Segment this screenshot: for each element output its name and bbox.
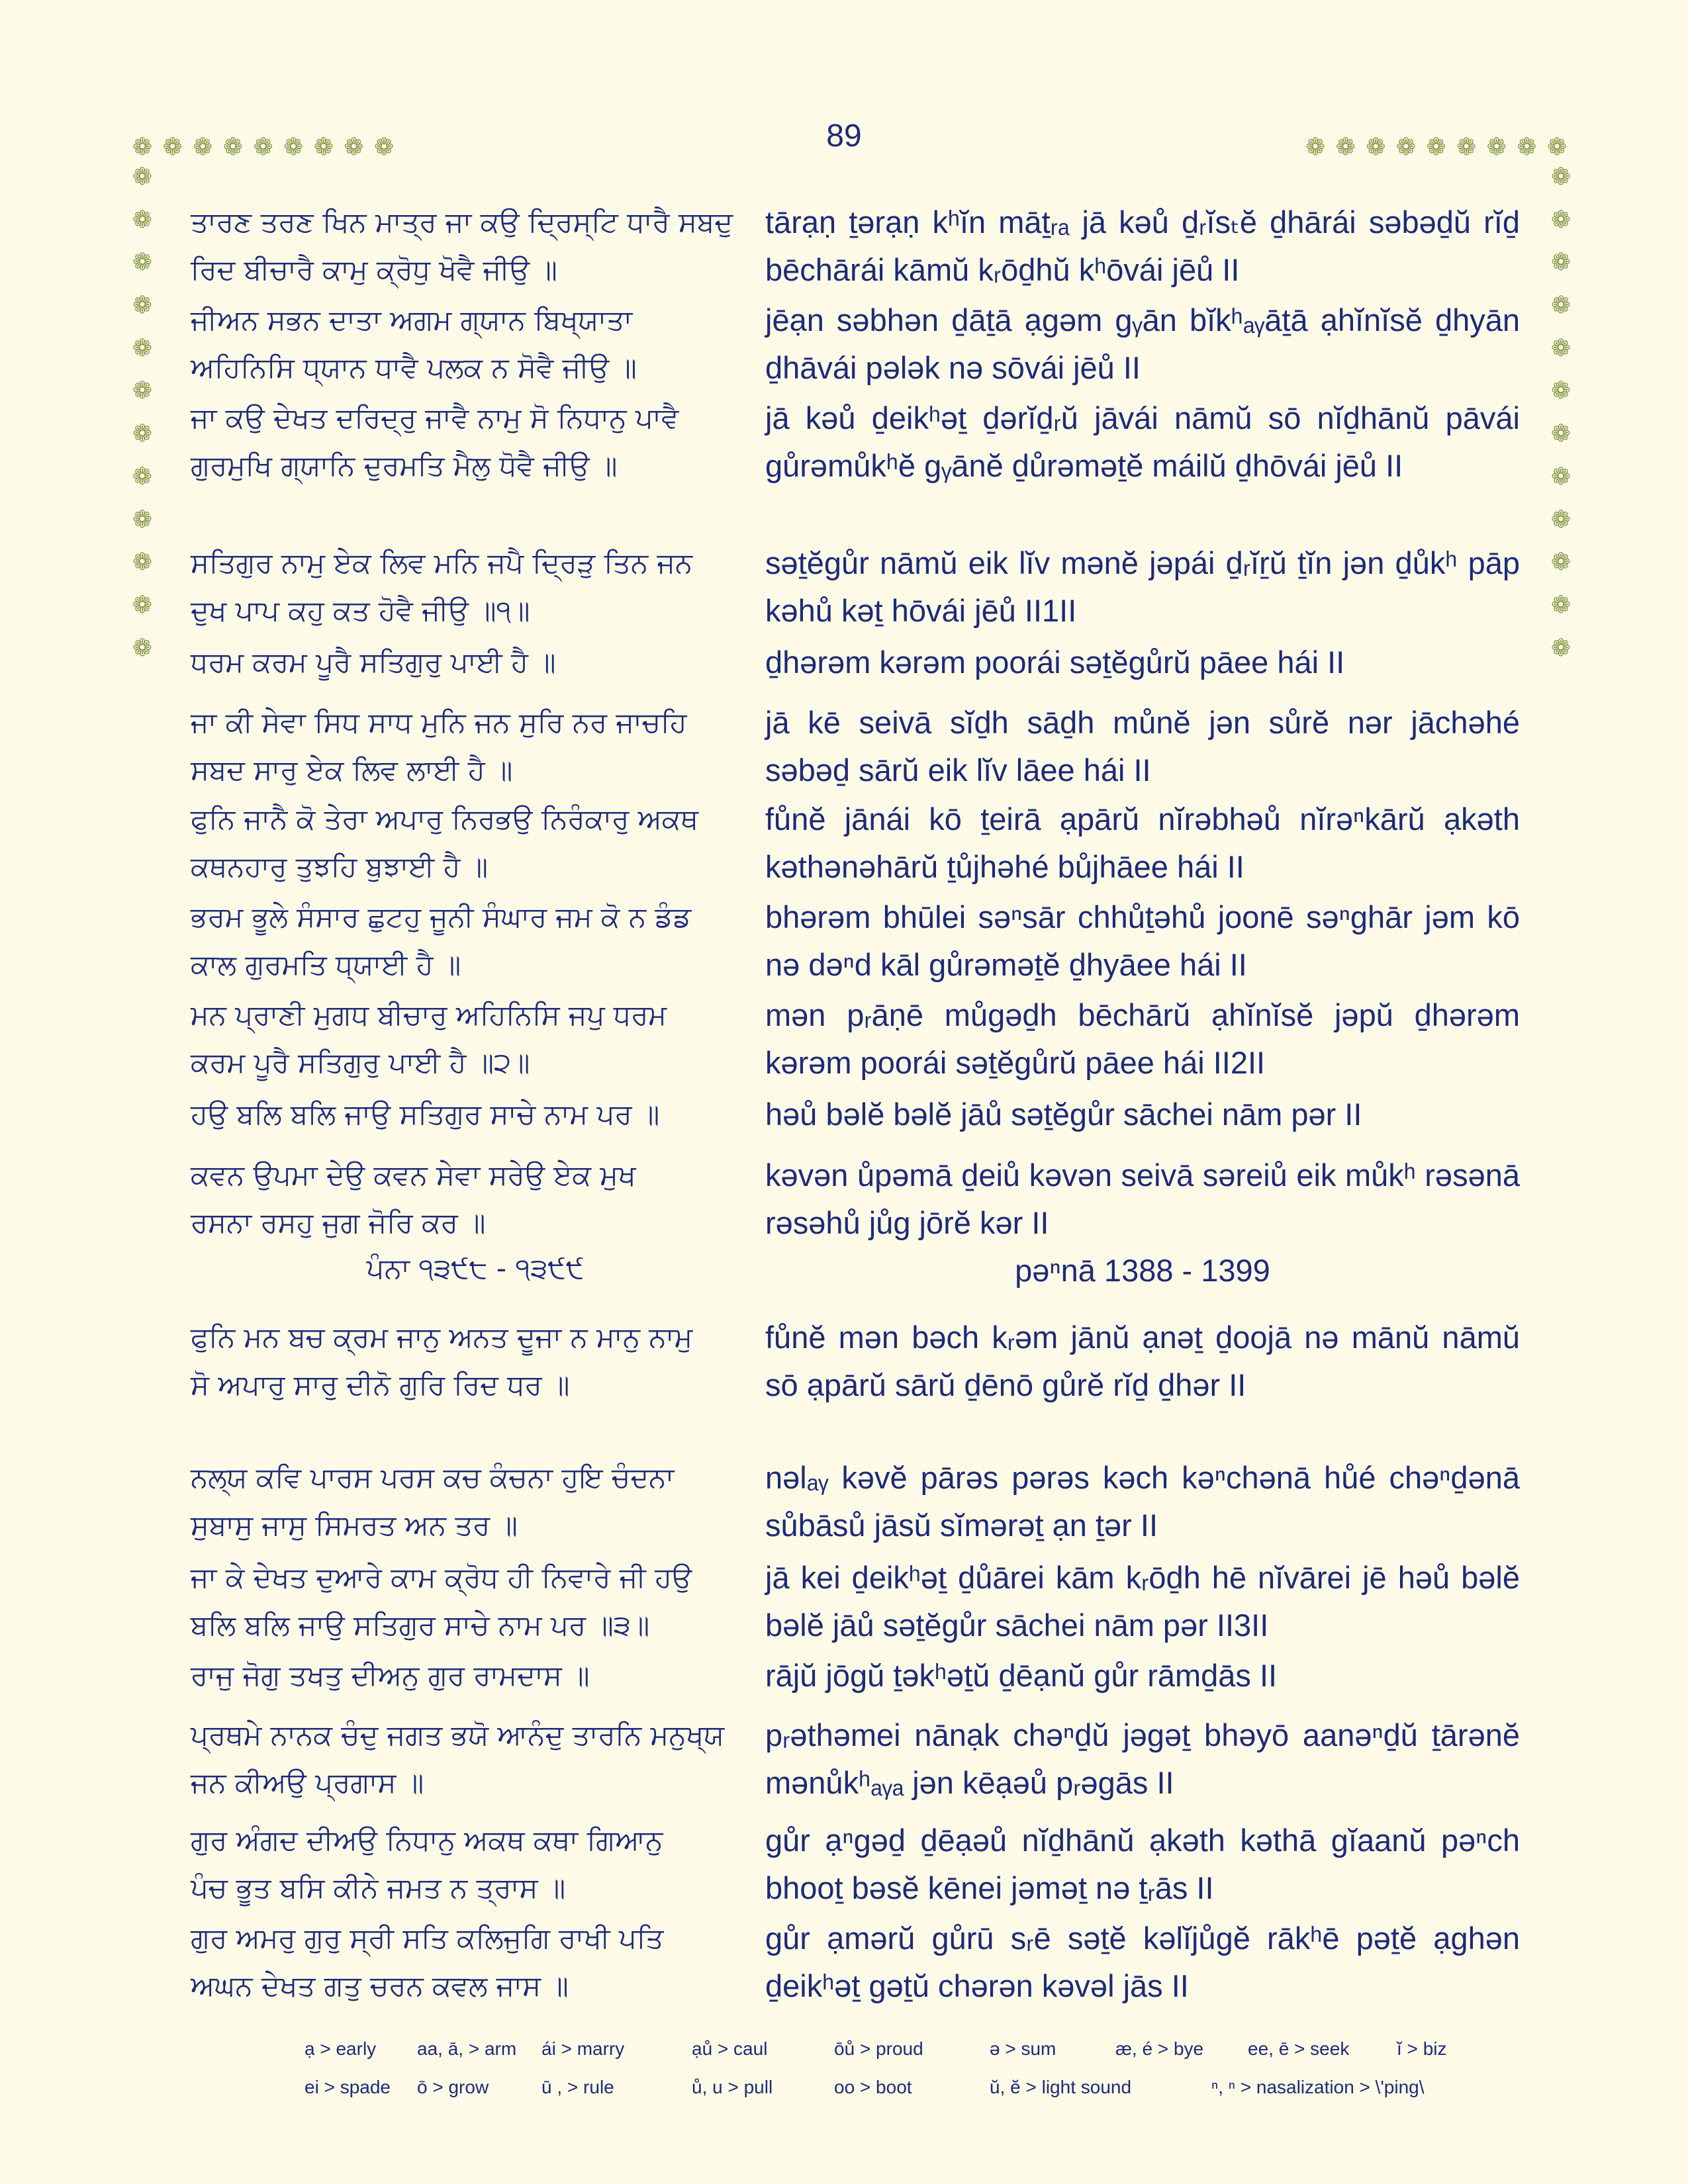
transliteration-text: bhərəm bhūlei səⁿsār chhůṯəhů joonē səⁿghār jəm kō nə dəⁿd kāl gůrəməṯĕ ḏhyāee hái II — [765, 899, 1520, 982]
flower-icon: ❁ — [344, 134, 365, 161]
flower-icon: ❁ — [1550, 249, 1571, 277]
gurmukhi-text: ਫੁਨਿ ਮਨ ਬਚ ਕ੍ਰਮ ਜਾਨੁ ਅਨਤ ਦੂਜਾ ਨ ਮਾਨੁ ਨਾਮੁ ਸੋ ਅਪਾਰੁ ਸਾਰੁ ਦੀਨੋ ਗੁਰਿ ਰਿਦ ਧਰ ॥ — [191, 1321, 693, 1401]
flower-icon: ❁ — [132, 634, 153, 662]
gurmukhi-text: ਪ੍ਰਥਮੇ ਨਾਨਕ ਚੰਦੁ ਜਗਤ ਭਯੋ ਆਨੰਦੁ ਤਾਰਨਿ ਮਨੁਖ੍ਯ ਜਨ ਕੀਅਉ ਪ੍ਰਗਾਸ ॥ — [191, 1719, 725, 1799]
flower-icon: ❁ — [132, 506, 153, 533]
transliteration-text: fůnĕ jānái kō ṯeirā ạpārŭ nĭrəbhəů nĭrəⁿkārŭ ạkəth kəthənəhārŭ ṯůjhəhé bůjhāee hái II — [765, 801, 1520, 884]
flower-icon: ❁ — [193, 134, 214, 161]
ornament-top-left — [132, 136, 395, 159]
flower-icon: ❁ — [1550, 506, 1571, 533]
flower-icon: ❁ — [1550, 334, 1571, 362]
flower-icon: ❁ — [1547, 134, 1569, 161]
flower-icon: ❁ — [132, 206, 153, 234]
legend-item: ạů > caul — [692, 2038, 768, 2059]
flower-icon: ❁ — [1426, 134, 1448, 161]
flower-icon: ❁ — [1550, 292, 1571, 320]
page-range-transliteration: pəⁿnā 1388 - 1399 — [1015, 1253, 1270, 1288]
flower-icon: ❁ — [1456, 134, 1478, 161]
flower-icon: ❁ — [1335, 134, 1357, 161]
transliteration-text: jā kē seivā sĭḏh sāḏh můnĕ jən sůrĕ nər jāchəhé səbəḏ sārŭ eik lĭv lāee hái II — [765, 705, 1520, 788]
flower-icon: ❁ — [1305, 134, 1327, 161]
transliteration-text: nəlₐᵧ kəvĕ pārəs pərəs kəch kəⁿchənā hůé chəⁿḏənā sůbāsů jāsŭ sĭmərəṯ ạn ṯər II — [765, 1460, 1520, 1543]
transliteration-text: fůnĕ mən bəch kᵣəm jānŭ ạnəṯ ḏoojā nə mānŭ nāmŭ sō ạpārŭ sārŭ ḏēnō gůrĕ rĭḏ ḏhər II — [765, 1320, 1520, 1402]
gurmukhi-text: ਸਤਿਗੁਰ ਨਾਮੁ ਏਕ ਲਿਵ ਮਨਿ ਜਪੈ ਦ੍ਰਿੜੁ ਤਿਨ ਜਨ ਦੁਖ ਪਾਪ ਕਹੁ ਕਤ ਹੋਵੈ ਜੀਉ ॥੧॥ — [191, 547, 693, 627]
flower-icon: ❁ — [1517, 134, 1538, 161]
flower-icon: ❁ — [1486, 134, 1508, 161]
flower-icon: ❁ — [1366, 134, 1387, 161]
legend-item: ŭ, ĕ > light sound — [990, 2077, 1132, 2097]
transliteration-text: jā kei ḏeikʰəṯ ḏůārei kām kᵣōḏh hē nĭvārei jē həů bəlĕ bəlĕ jāů səṯĕgůr sāchei nām pər II3II — [765, 1560, 1520, 1643]
transliteration-text: ḏhərəm kərəm poorái səṯĕgůrŭ pāee hái II — [765, 645, 1345, 680]
flower-icon: ❁ — [283, 134, 305, 161]
transliteration-text: mən pᵣāṇē můgəḏh bēchārŭ ạhĭnĭsĕ jəpŭ ḏhərəm kərəm poorái səṯĕgůrŭ pāee hái II2II — [765, 997, 1520, 1080]
transliteration-text: jā kəů ḏeikʰəṯ ḏərĭḏᵣŭ jāvái nāmŭ sō nĭḏhānŭ pāvái gůrəmůkʰĕ gᵧānĕ ḏůrəməṯĕ máilŭ ḏhōvái jēů II — [765, 400, 1520, 483]
transliteration-text: rājŭ jōgŭ ṯəkʰəṯŭ ḏēạnŭ gůr rāmḏās II — [765, 1658, 1278, 1693]
flower-icon: ❁ — [1550, 634, 1571, 662]
legend-item: ō > grow — [417, 2077, 489, 2097]
gurmukhi-text: ਜਾ ਕਉ ਦੇਖਤ ਦਰਿਦ੍ਰੁ ਜਾਵੈ ਨਾਮੁ ਸੋ ਨਿਧਾਨੁ ਪਾਵੈ ਗੁਰਮੁਖਿ ਗ੍ਯਾਨਿ ਦੁਰਮਤਿ ਮੈਲੁ ਧੋਵੈ ਜੀਉ ॥ — [191, 402, 679, 482]
legend-item: ei > spade — [305, 2077, 391, 2097]
legend-item: oo > boot — [834, 2077, 912, 2097]
legend-item: ə > sum — [990, 2038, 1056, 2059]
flower-icon: ❁ — [1550, 206, 1571, 234]
ornament-left-column — [129, 165, 156, 679]
gurmukhi-text: ਗੁਰ ਅੰਗਦ ਦੀਅਉ ਨਿਧਾਨੁ ਅਕਥ ਕਥਾ ਗਿਆਨੁ ਪੰਚ ਭੂਤ ਬਸਿ ਕੀਨੇ ਜਮਤ ਨ ਤ੍ਰਾਸ ॥ — [191, 1824, 663, 1904]
legend-item: ů, u > pull — [692, 2077, 773, 2097]
flower-icon: ❁ — [132, 334, 153, 362]
transliteration-text: tārạṇ ṯərạṇ kʰĭn māṯᵣₐ jā kəů ḏᵣĭsₜĕ ḏhārái səbəḏŭ rĭḏ bēchārái kāmŭ kᵣōḏhŭ kʰōvái jēů II — [765, 205, 1520, 287]
flower-icon: ❁ — [1550, 420, 1571, 448]
flower-icon: ❁ — [222, 134, 245, 161]
legend-row — [305, 2077, 1496, 2115]
legend-item: ạ > early — [305, 2038, 377, 2059]
legend-item: ū , > rule — [541, 2077, 614, 2097]
legend-item: ee, ē > seek — [1248, 2038, 1350, 2059]
ornament-top-right — [1305, 136, 1568, 159]
transliteration-text: pᵣəthəmei nānạk chəⁿḏŭ jəgəṯ bhəyō aanəⁿḏŭ ṯārənĕ mənůkʰₐᵧₐ jən kēạəů pᵣəgās II — [765, 1717, 1520, 1800]
flower-icon: ❁ — [132, 591, 153, 619]
gurmukhi-text: ਭਰਮ ਭੂਲੇ ਸੰਸਾਰ ਛੁਟਹੁ ਜੂਨੀ ਸੰਘਾਰ ਜਮ ਕੋ ਨ ਡੰਡ ਕਾਲ ਗੁਰਮਤਿ ਧ੍ਯਾਈ ਹੈ ॥ — [191, 901, 692, 981]
flower-icon: ❁ — [132, 420, 153, 448]
transliteration-text: jēạn səbhən ḏāṯā ạgəm gᵧān bĭkʰₐᵧāṯā ạhĭnĭsĕ ḏhyān ḏhāvái pələk nə sōvái jēů II — [765, 302, 1520, 385]
gurmukhi-text: ਕਵਨ ਉਪਮਾ ਦੇਉ ਕਵਨ ਸੇਵਾ ਸਰੇਉ ਏਕ ਮੁਖ ਰਸਨਾ ਰਸਹੁ ਜੁਗ ਜੋਰਿ ਕਰ ॥ — [191, 1159, 636, 1239]
gurmukhi-text: ਧਰਮ ਕਰਮ ਪੂਰੈ ਸਤਿਗੁਰੁ ਪਾਈ ਹੈ ॥ — [191, 646, 556, 678]
flower-icon: ❁ — [253, 134, 275, 161]
flower-icon: ❁ — [132, 163, 153, 191]
legend-item: ōů > proud — [834, 2038, 923, 2059]
gurmukhi-text: ਗੁਰ ਅਮਰੁ ਗੁਰੁ ਸ੍ਰੀ ਸਤਿ ਕਲਿਜੁਗਿ ਰਾਖੀ ਪਤਿ ਅਘਨ ਦੇਖਤ ਗਤੁ ਚਰਨ ਕਵਲ ਜਾਸ ॥ — [191, 1922, 664, 2002]
flower-icon: ❁ — [132, 249, 153, 277]
pronunciation-legend — [305, 2038, 1496, 2115]
ornament-right-column — [1548, 165, 1574, 679]
legend-item: æ, é > bye — [1115, 2038, 1204, 2059]
flower-icon: ❁ — [1550, 591, 1571, 619]
flower-icon: ❁ — [313, 134, 335, 161]
transliteration-text: gůr ạmərŭ gůrū sᵣē səṯĕ kəlĭjůgĕ rākʰē pəṯĕ ạghən ḏeikʰəṯ gəṯŭ chərən kəvəl jās II — [765, 1921, 1520, 2003]
flower-icon: ❁ — [132, 549, 153, 576]
gurmukhi-text: ਰਾਜੁ ਜੋਗੁ ਤਖਤੁ ਦੀਅਨੁ ਗੁਰ ਰਾਮਦਾਸ ॥ — [191, 1659, 590, 1692]
gurmukhi-text: ਜਾ ਕੇ ਦੇਖਤ ਦੁਆਰੇ ਕਾਮ ਕ੍ਰੋਧ ਹੀ ਨਿਵਾਰੇ ਜੀ ਹਉ ਬਲਿ ਬਲਿ ਜਾਉ ਸਤਿਗੁਰ ਸਾਚੇ ਨਾਮ ਪਰ ॥੩॥ — [191, 1561, 692, 1641]
flower-icon: ❁ — [1550, 377, 1571, 405]
gurmukhi-text: ਤਾਰਣ ਤਰਣ ਖਿਨ ਮਾਤ੍ਰ ਜਾ ਕਉ ਦ੍ਰਿਸ੍ਟਿ ਧਾਰੈ ਸਬਦੁ ਰਿਦ ਬੀਚਾਰੈ ਕਾਮੁ ਕ੍ਰੋਧੁ ਖੋਵੈ ਜੀਉ ॥ — [191, 206, 733, 286]
page-number: 89 — [826, 118, 862, 154]
gurmukhi-text: ਜੀਅਨ ਸਭਨ ਦਾਤਾ ਅਗਮ ਗ੍ਯਾਨ ਬਿਖ੍ਯਾਤਾ ਅਹਿਨਿਸਿ ਧ੍ਯਾਨ ਧਾਵੈ ਪਲਕ ਨ ਸੋਵੈ ਜੀਉ ॥ — [191, 304, 637, 384]
flower-icon: ❁ — [374, 134, 396, 161]
transliteration-text: kəvən ůpəmā ḏeiů kəvən seivā səreiů eik můkʰ rəsənā rəsəhů jůg jōrĕ kər II — [765, 1158, 1520, 1240]
transliteration-text: gůr ạⁿgəḏ ḏēạəů nĭḏhānŭ ạkəth kəthā gĭaanŭ pəⁿch bhooṯ bəsĕ kēnei jəməṯ nə ṯᵣās II — [765, 1823, 1520, 1905]
flower-icon: ❁ — [132, 134, 154, 161]
legend-item: aa, ā, > arm — [417, 2038, 517, 2059]
page-range-gurmukhi: ਪੰਨਾ ੧੩੯੮ - ੧੩੯੯ — [366, 1252, 585, 1285]
gurmukhi-text: ਨਲ੍ਯ ਕਵਿ ਪਾਰਸ ਪਰਸ ਕਚ ਕੰਚਨਾ ਹੁਇ ਚੰਦਨਾ ਸੁਬਾਸੁ ਜਾਸੁ ਸਿਮਰਤ ਅਨ ਤਰ ॥ — [191, 1461, 675, 1541]
gurmukhi-text: ਫੁਨਿ ਜਾਨੈ ਕੋ ਤੇਰਾ ਅਪਾਰੁ ਨਿਰਭਉ ਨਿਰੰਕਾਰੁ ਅਕਥ ਕਥਨਹਾਰੁ ਤੁਝਹਿ ਬੁਝਾਈ ਹੈ ॥ — [191, 803, 699, 883]
flower-icon: ❁ — [162, 134, 184, 161]
transliteration-text: səṯĕgůr nāmŭ eik lĭv mənĕ jəpái ḏᵣĭṟŭ ṯĭn jən ḏůkʰ pāp kəhů kəṯ hōvái jēů II1II — [765, 545, 1520, 628]
legend-item: ⁿ, ⁿ > nasalization > \'ping\ — [1211, 2077, 1425, 2097]
gurmukhi-text: ਜਾ ਕੀ ਸੇਵਾ ਸਿਧ ਸਾਧ ਮੁਨਿ ਜਨ ਸੁਰਿ ਨਰ ਜਾਚਹਿ ਸਬਦ ਸਾਰੁ ਏਕ ਲਿਵ ਲਾਈ ਹੈ ॥ — [191, 706, 687, 786]
flower-icon: ❁ — [1550, 549, 1571, 576]
flower-icon: ❁ — [1395, 134, 1418, 161]
flower-icon: ❁ — [1550, 163, 1571, 191]
transliteration-text: həů bəlĕ bəlĕ jāů səṯĕgůr sāchei nām pər II — [765, 1097, 1362, 1132]
legend-item: ái > marry — [541, 2038, 625, 2059]
flower-icon: ❁ — [132, 463, 153, 490]
legend-item: ĭ > biz — [1397, 2038, 1447, 2059]
flower-icon: ❁ — [132, 292, 153, 320]
flower-icon: ❁ — [1550, 463, 1571, 490]
gurmukhi-text: ਮਨ ਪ੍ਰਾਣੀ ਮੁਗਧ ਬੀਚਾਰੁ ਅਹਿਨਿਸਿ ਜਪੁ ਧਰਮ ਕਰਮ ਪੂਰੈ ਸਤਿਗੁਰੁ ਪਾਈ ਹੈ ॥੨॥ — [191, 999, 667, 1079]
gurmukhi-text: ਹਉ ਬਲਿ ਬਲਿ ਜਾਉ ਸਤਿਗੁਰ ਸਾਚੇ ਨਾਮ ਪਰ ॥ — [191, 1098, 660, 1130]
legend-row — [305, 2038, 1496, 2077]
flower-icon: ❁ — [132, 377, 153, 405]
